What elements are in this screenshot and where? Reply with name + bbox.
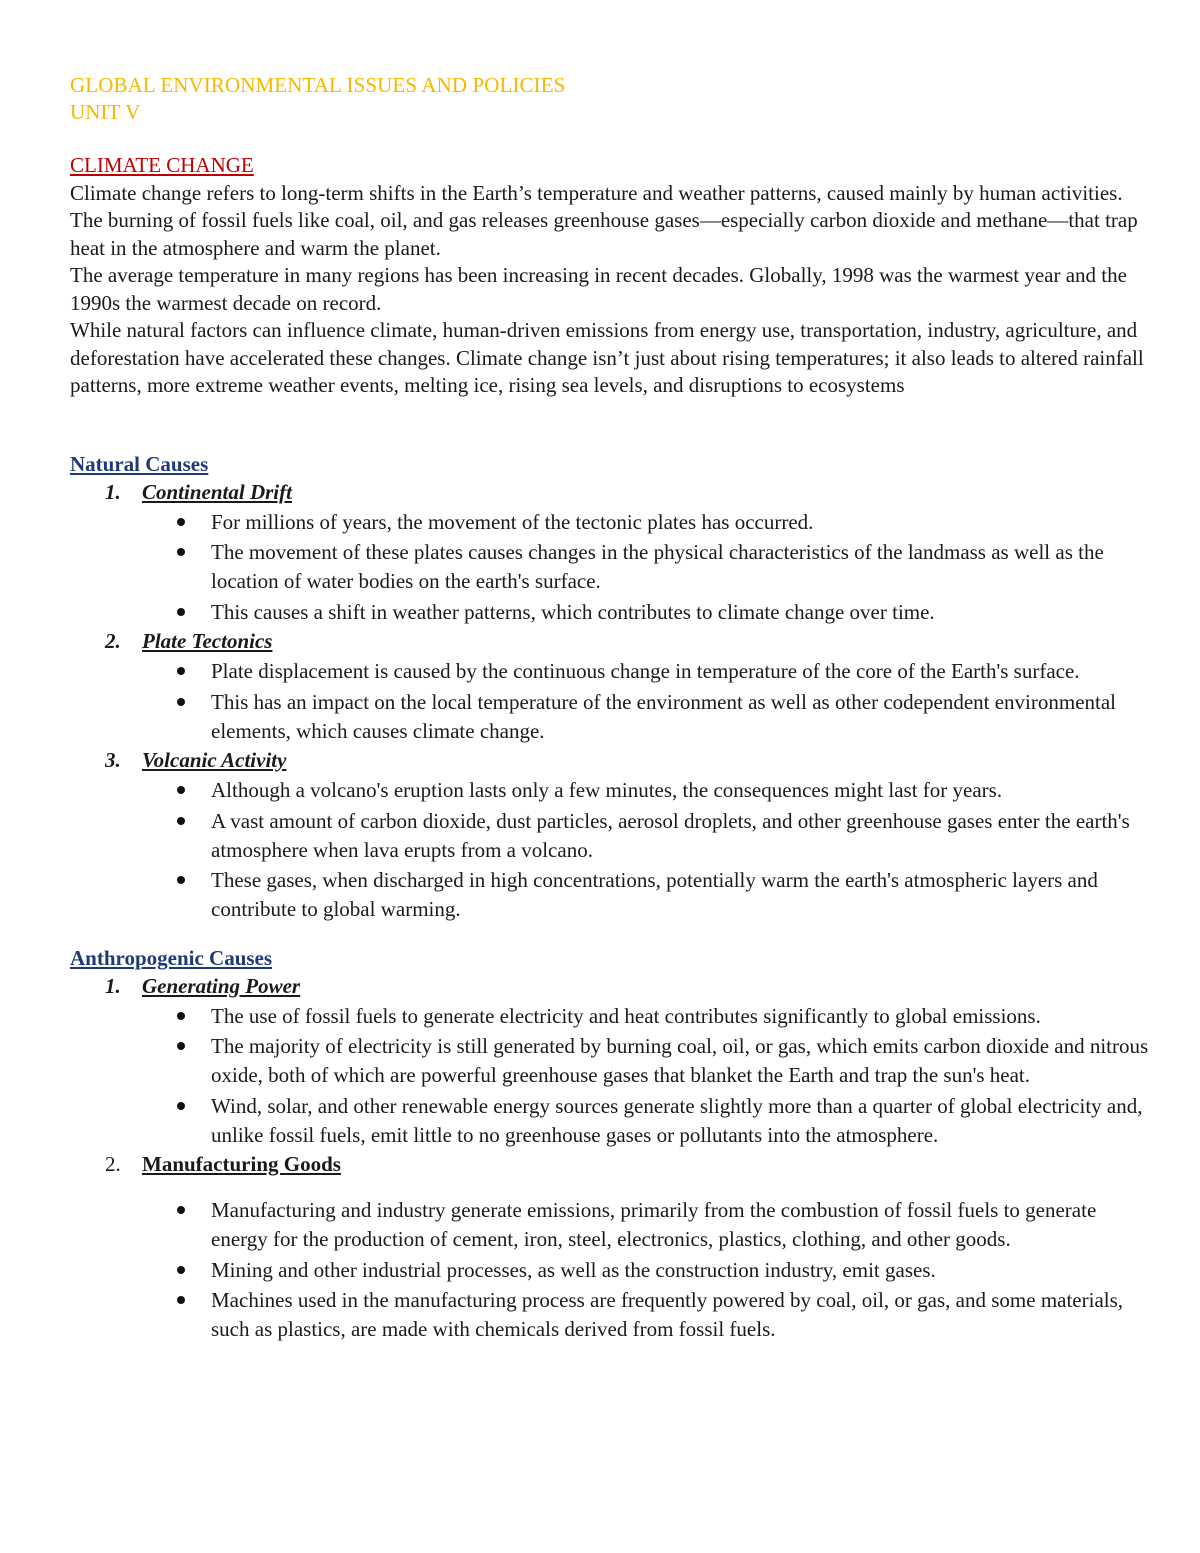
item-label: Plate Tectonics [142,629,273,653]
list-item [70,688,1150,746]
list-item [70,538,1150,596]
item-label: Volcanic Activity [142,748,287,772]
bullet-icon [177,548,185,556]
item-label: Continental Drift [142,479,292,504]
bullet-text: The use of fossil fuels to generate electricity and heat contributes significantly to global emissions. [211,1003,1041,1028]
bullet-text: Plate displacement is caused by the continuous change in temperature of the core of the Earth's surface. [211,659,1080,683]
bullet-icon [177,876,185,884]
bullet-text: These gases, when discharged in high concentrations, potentially warm the earth's atmospheric layers and contribute to global warming. [211,868,1098,921]
anthropogenic-causes-heading: Anthropogenic Causes [70,946,273,970]
document-header [70,72,1140,126]
bullet-list [70,776,1150,924]
item-number: 1. [105,973,121,998]
bullet-icon [177,1102,185,1110]
bullet-icon [177,518,185,526]
list-item [70,776,1150,805]
item-number: 2. [105,629,121,653]
intro-paragraph-1: Climate change refers to long-term shifts in the Earth’s temperature and weather patterns, caused mainly by human activities. The burning of fossil fuels like coal, oil, and gas releases greenhouse gases—especially carbon dioxide and methane—that trap heat in the atmosphere and warm the planet. [70,180,1138,260]
bullet-icon [177,1042,185,1050]
bullet-icon [177,817,185,825]
bullet-text: For millions of years, the movement of the tectonic plates has occurred. [211,509,814,534]
list-item [70,1092,1150,1150]
bullet-text: This causes a shift in weather patterns, which contributes to climate change over time. [211,599,935,624]
bullet-text: This has an impact on the local temperature of the environment as well as other codependent environmental elements, which causes climate change. [211,689,1117,743]
bullet-icon [177,1012,185,1020]
list-item [70,508,1150,537]
bullet-icon [177,1206,185,1214]
bullet-icon [177,1296,185,1304]
bullet-text: Wind, solar, and other renewable energy sources generate slightly more than a quarter of global electricity and, unlike fossil fuels, emit little to no greenhouse gases or pollutants into the atmosphere. [211,1093,1143,1147]
cause-item-continental-drift [70,479,1150,508]
cause-item-volcanic-activity [70,747,1150,776]
bullet-icon [177,608,185,616]
list-item [70,866,1150,924]
item-label: Manufacturing Goods [142,1152,341,1176]
list-item [70,1286,1150,1344]
item-number: 2. [105,1152,121,1176]
climate-change-section [70,152,1150,400]
bullet-list [70,657,1150,746]
cause-item-manufacturing-goods [70,1151,1150,1180]
cause-item-plate-tectonics [70,628,1150,657]
intro-paragraph-2: The average temperature in many regions has been increasing in recent decades. Globally, 1998 was the warmest year and the 1990s the warmest decade on record. [70,263,1127,315]
bullet-text: Mining and other industrial processes, as well as the construction industry, emit gases. [211,1257,936,1282]
natural-causes-section [70,451,1150,926]
course-title: GLOBAL ENVIRONMENTAL ISSUES AND POLICIES [70,73,566,97]
bullet-list [70,1002,1150,1150]
list-item [70,1032,1150,1090]
bullet-icon [177,698,185,706]
anthropogenic-causes-section [70,945,1150,1346]
list-item [70,598,1150,627]
list-item [70,1256,1150,1285]
list-item [70,1196,1150,1254]
bullet-text: Manufacturing and industry generate emissions, primarily from the combustion of fossil fuels to generate energy for the production of cement, iron, steel, electronics, plastics, clothing, and other goods. [211,1198,1097,1251]
section-title: CLIMATE CHANGE [70,153,254,177]
list-item [70,657,1150,686]
list-item [70,807,1150,865]
bullet-list [70,1196,1150,1344]
unit-label: UNIT V [70,100,141,124]
intro-paragraph-3: While natural factors can influence climate, human-driven emissions from energy use, transportation, industry, agriculture, and deforestation have accelerated these changes. Climate change isn’t just about rising temperatures; it also leads to altered rainfall patterns, more extreme weather events, melting ice, rising sea levels, and disruptions to ecosystems [70,318,1144,397]
bullet-icon [177,667,185,675]
item-number: 1. [105,479,121,504]
bullet-list [70,508,1150,627]
bullet-text: The movement of these plates causes changes in the physical characteristics of the landmass as well as the location of water bodies on the earth's surface. [211,540,1104,593]
bullet-text: A vast amount of carbon dioxide, dust particles, aerosol droplets, and other greenhouse gases enter the earth's atmosphere when lava erupts from a volcano. [211,808,1130,862]
natural-causes-heading: Natural Causes [70,452,209,476]
bullet-text: Machines used in the manufacturing process are frequently powered by coal, oil, or gas, and some materials, such as plastics, are made with chemicals derived from fossil fuels. [211,1288,1124,1341]
bullet-text: Although a volcano's eruption lasts only a few minutes, the consequences might last for years. [211,778,1003,802]
bullet-icon [177,786,185,794]
bullet-text: The majority of electricity is still generated by burning coal, oil, or gas, which emits carbon dioxide and nitrous oxide, both of which are powerful greenhouse gases that blanket the Earth and trap the sun's heat. [211,1034,1149,1087]
bullet-icon [177,1266,185,1274]
cause-item-generating-power [70,973,1150,1002]
item-label: Generating Power [142,973,301,998]
item-number: 3. [105,748,121,772]
list-item [70,1002,1150,1031]
